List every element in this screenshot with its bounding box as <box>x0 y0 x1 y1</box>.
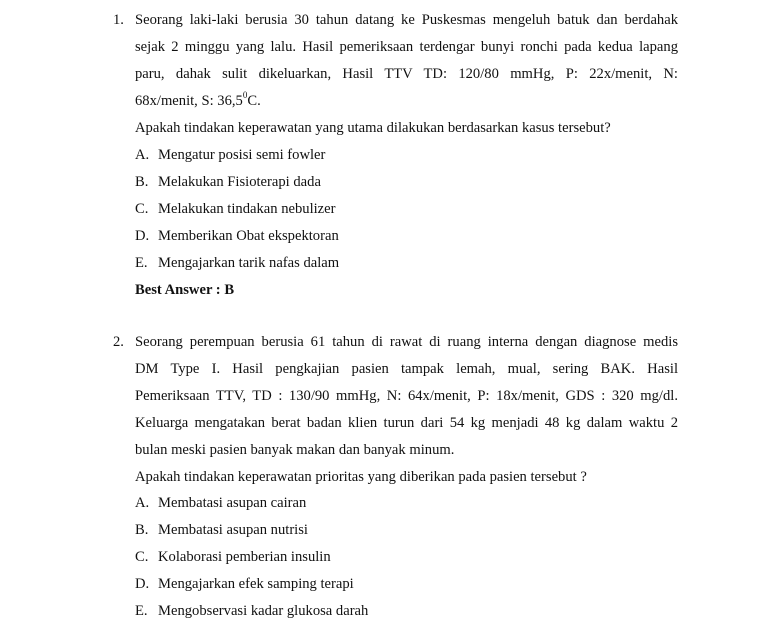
option-letter: A. <box>135 147 150 163</box>
vitals-unit: C. <box>247 93 261 109</box>
option-text: Melakukan Fisioterapi dada <box>158 174 321 190</box>
option-letter: E. <box>135 603 148 619</box>
option-letter: E. <box>135 255 148 271</box>
option-text: Melakukan tindakan nebulizer <box>158 201 336 217</box>
option-letter: B. <box>135 174 149 190</box>
question-text-line: Pemeriksaan TTV, TD : 130/90 mmHg, N: 64x/menit, P: 18x/menit, GDS : 320 mg/dl. <box>135 388 678 404</box>
option-letter: B. <box>135 522 149 538</box>
question-text-line: bulan meski pasien banyak makan dan banyak minum. <box>135 442 455 458</box>
question-text-line-vitals <box>135 90 261 110</box>
question-text-line: paru, dahak sulit dikeluarkan, Hasil TTV TD: 120/80 mmHg, P: 22x/menit, N: <box>135 66 678 82</box>
question-text-line: Seorang laki-laki berusia 30 tahun datang ke Puskesmas mengeluh batuk dan berdahak <box>135 12 678 28</box>
option-letter: D. <box>135 576 150 592</box>
option-text: Kolaborasi pemberian insulin <box>158 549 331 565</box>
question-prompt: Apakah tindakan keperawatan yang utama dilakukan berdasarkan kasus tersebut? <box>135 120 611 136</box>
option-letter: C. <box>135 549 149 565</box>
option-text: Mengajarkan efek samping terapi <box>158 576 354 592</box>
option-text: Mengajarkan tarik nafas dalam <box>158 255 340 271</box>
option-text: Mengobservasi kadar glukosa darah <box>158 603 369 619</box>
option-letter: A. <box>135 495 150 511</box>
question-text-line: Seorang perempuan berusia 61 tahun di rawat di ruang interna dengan diagnose medis <box>135 334 678 350</box>
degree-superscript: 0 <box>242 90 248 101</box>
question-text-line: Keluarga mengatakan berat badan klien turun dari 54 kg menjadi 48 kg dalam waktu 2 <box>135 415 678 431</box>
question-number: 1. <box>113 12 124 28</box>
option-text: Memberikan Obat ekspektoran <box>158 228 339 244</box>
option-text: Membatasi asupan cairan <box>158 495 307 511</box>
question-text-line: sejak 2 minggu yang lalu. Hasil pemeriksaan terdengar bunyi ronchi pada kedua lapang <box>135 39 678 55</box>
option-letter: C. <box>135 201 149 217</box>
option-text: Mengatur posisi semi fowler <box>158 147 326 163</box>
best-answer: Best Answer : B <box>135 282 235 298</box>
question-number: 2. <box>113 334 124 350</box>
option-letter: D. <box>135 228 150 244</box>
question-prompt: Apakah tindakan keperawatan prioritas yang diberikan pada pasien tersebut ? <box>135 469 587 485</box>
question-text-line: DM Type I. Hasil pengkajian pasien tampak lemah, mual, sering BAK. Hasil <box>135 361 678 377</box>
option-text: Membatasi asupan nutrisi <box>158 522 308 538</box>
vitals-text: 68x/menit, S: 36,5 <box>135 93 243 109</box>
